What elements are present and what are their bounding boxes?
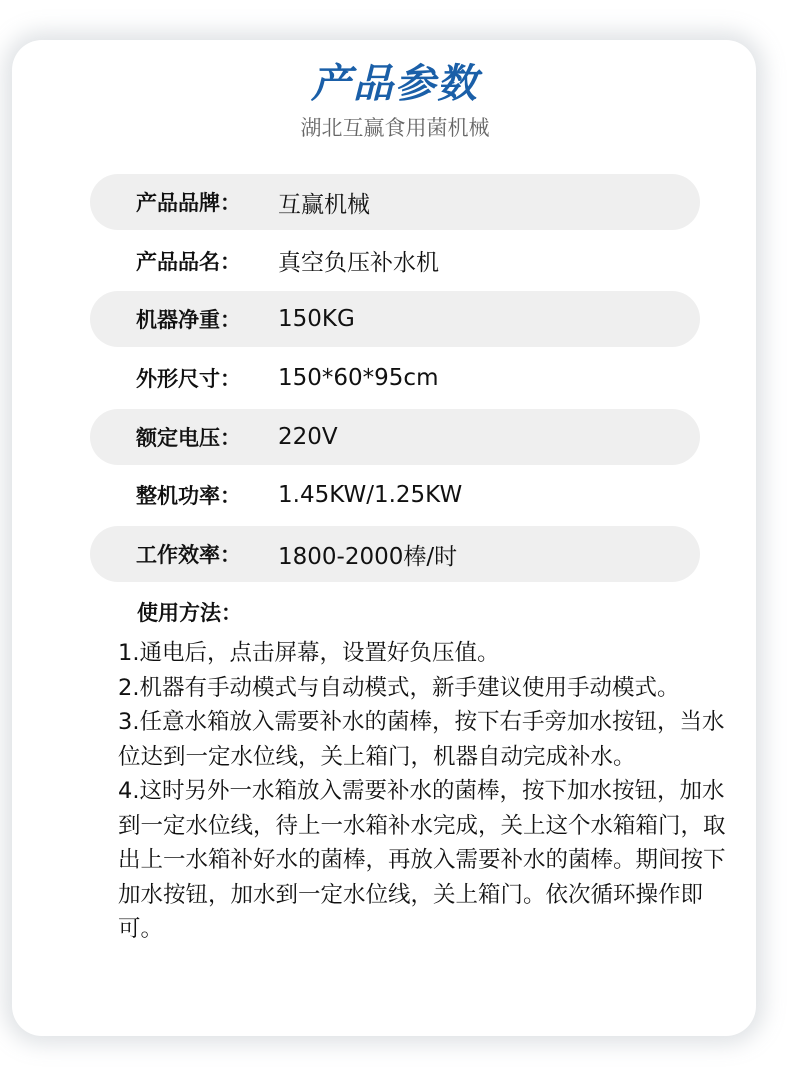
spec-row-efficiency: [90, 526, 700, 582]
usage-step: 1.通电后，点击屏幕，设置好负压值。: [118, 640, 500, 666]
spec-label: 产品品名：: [136, 249, 241, 274]
spec-value: 220V: [278, 423, 338, 450]
spec-label: 外形尺寸：: [136, 367, 241, 392]
spec-row-power: [90, 467, 700, 523]
spec-row-brand: [90, 174, 700, 230]
spec-value: 1.45KW/1.25KW: [278, 482, 463, 509]
spec-label: 整机功率：: [136, 484, 241, 509]
page-subtitle: 湖北互赢食用菌机械: [300, 116, 490, 140]
usage-step: 2.机器有手动模式与自动模式，新手建议使用手动模式。: [118, 674, 680, 701]
spec-label: 额定电压：: [136, 425, 241, 450]
spec-value: 互赢机械: [278, 191, 370, 218]
usage-heading: 使用方法：: [137, 601, 242, 625]
spec-value: 1800-2000棒/时: [278, 543, 458, 570]
spec-row-dimensions: [90, 350, 700, 406]
page-title: 产品参数: [311, 61, 479, 107]
usage-steps: [118, 636, 728, 947]
spec-label: 工作效率：: [136, 543, 241, 568]
spec-row-product-name: [90, 233, 700, 289]
spec-table: [90, 174, 700, 585]
spec-label: 产品品牌：: [136, 191, 241, 215]
spec-value: 150*60*95cm: [278, 365, 439, 392]
spec-label: 机器净重：: [136, 308, 241, 333]
spec-value: 150KG: [278, 306, 355, 333]
spec-row-net-weight: [90, 291, 700, 347]
spec-value: 真空负压补水机: [278, 250, 439, 277]
usage-step: 4.这时另外一水箱放入需要补水的菌棒，按下加水按钮，加水到一定水位线，待上一水箱补水完成，关上这个水箱箱门，取出上一水箱补好水的菌棒，再放入需要补水的菌棒。期间按下加水按钮，加水到一定水位线，关上箱门。依次循环操作即可。: [118, 778, 726, 942]
usage-step: 3.任意水箱放入需要补水的菌棒，按下右手旁加水按钮，当水位达到一定水位线，关上箱门，机器自动完成补水。: [118, 709, 725, 770]
spec-row-voltage: [90, 409, 700, 465]
